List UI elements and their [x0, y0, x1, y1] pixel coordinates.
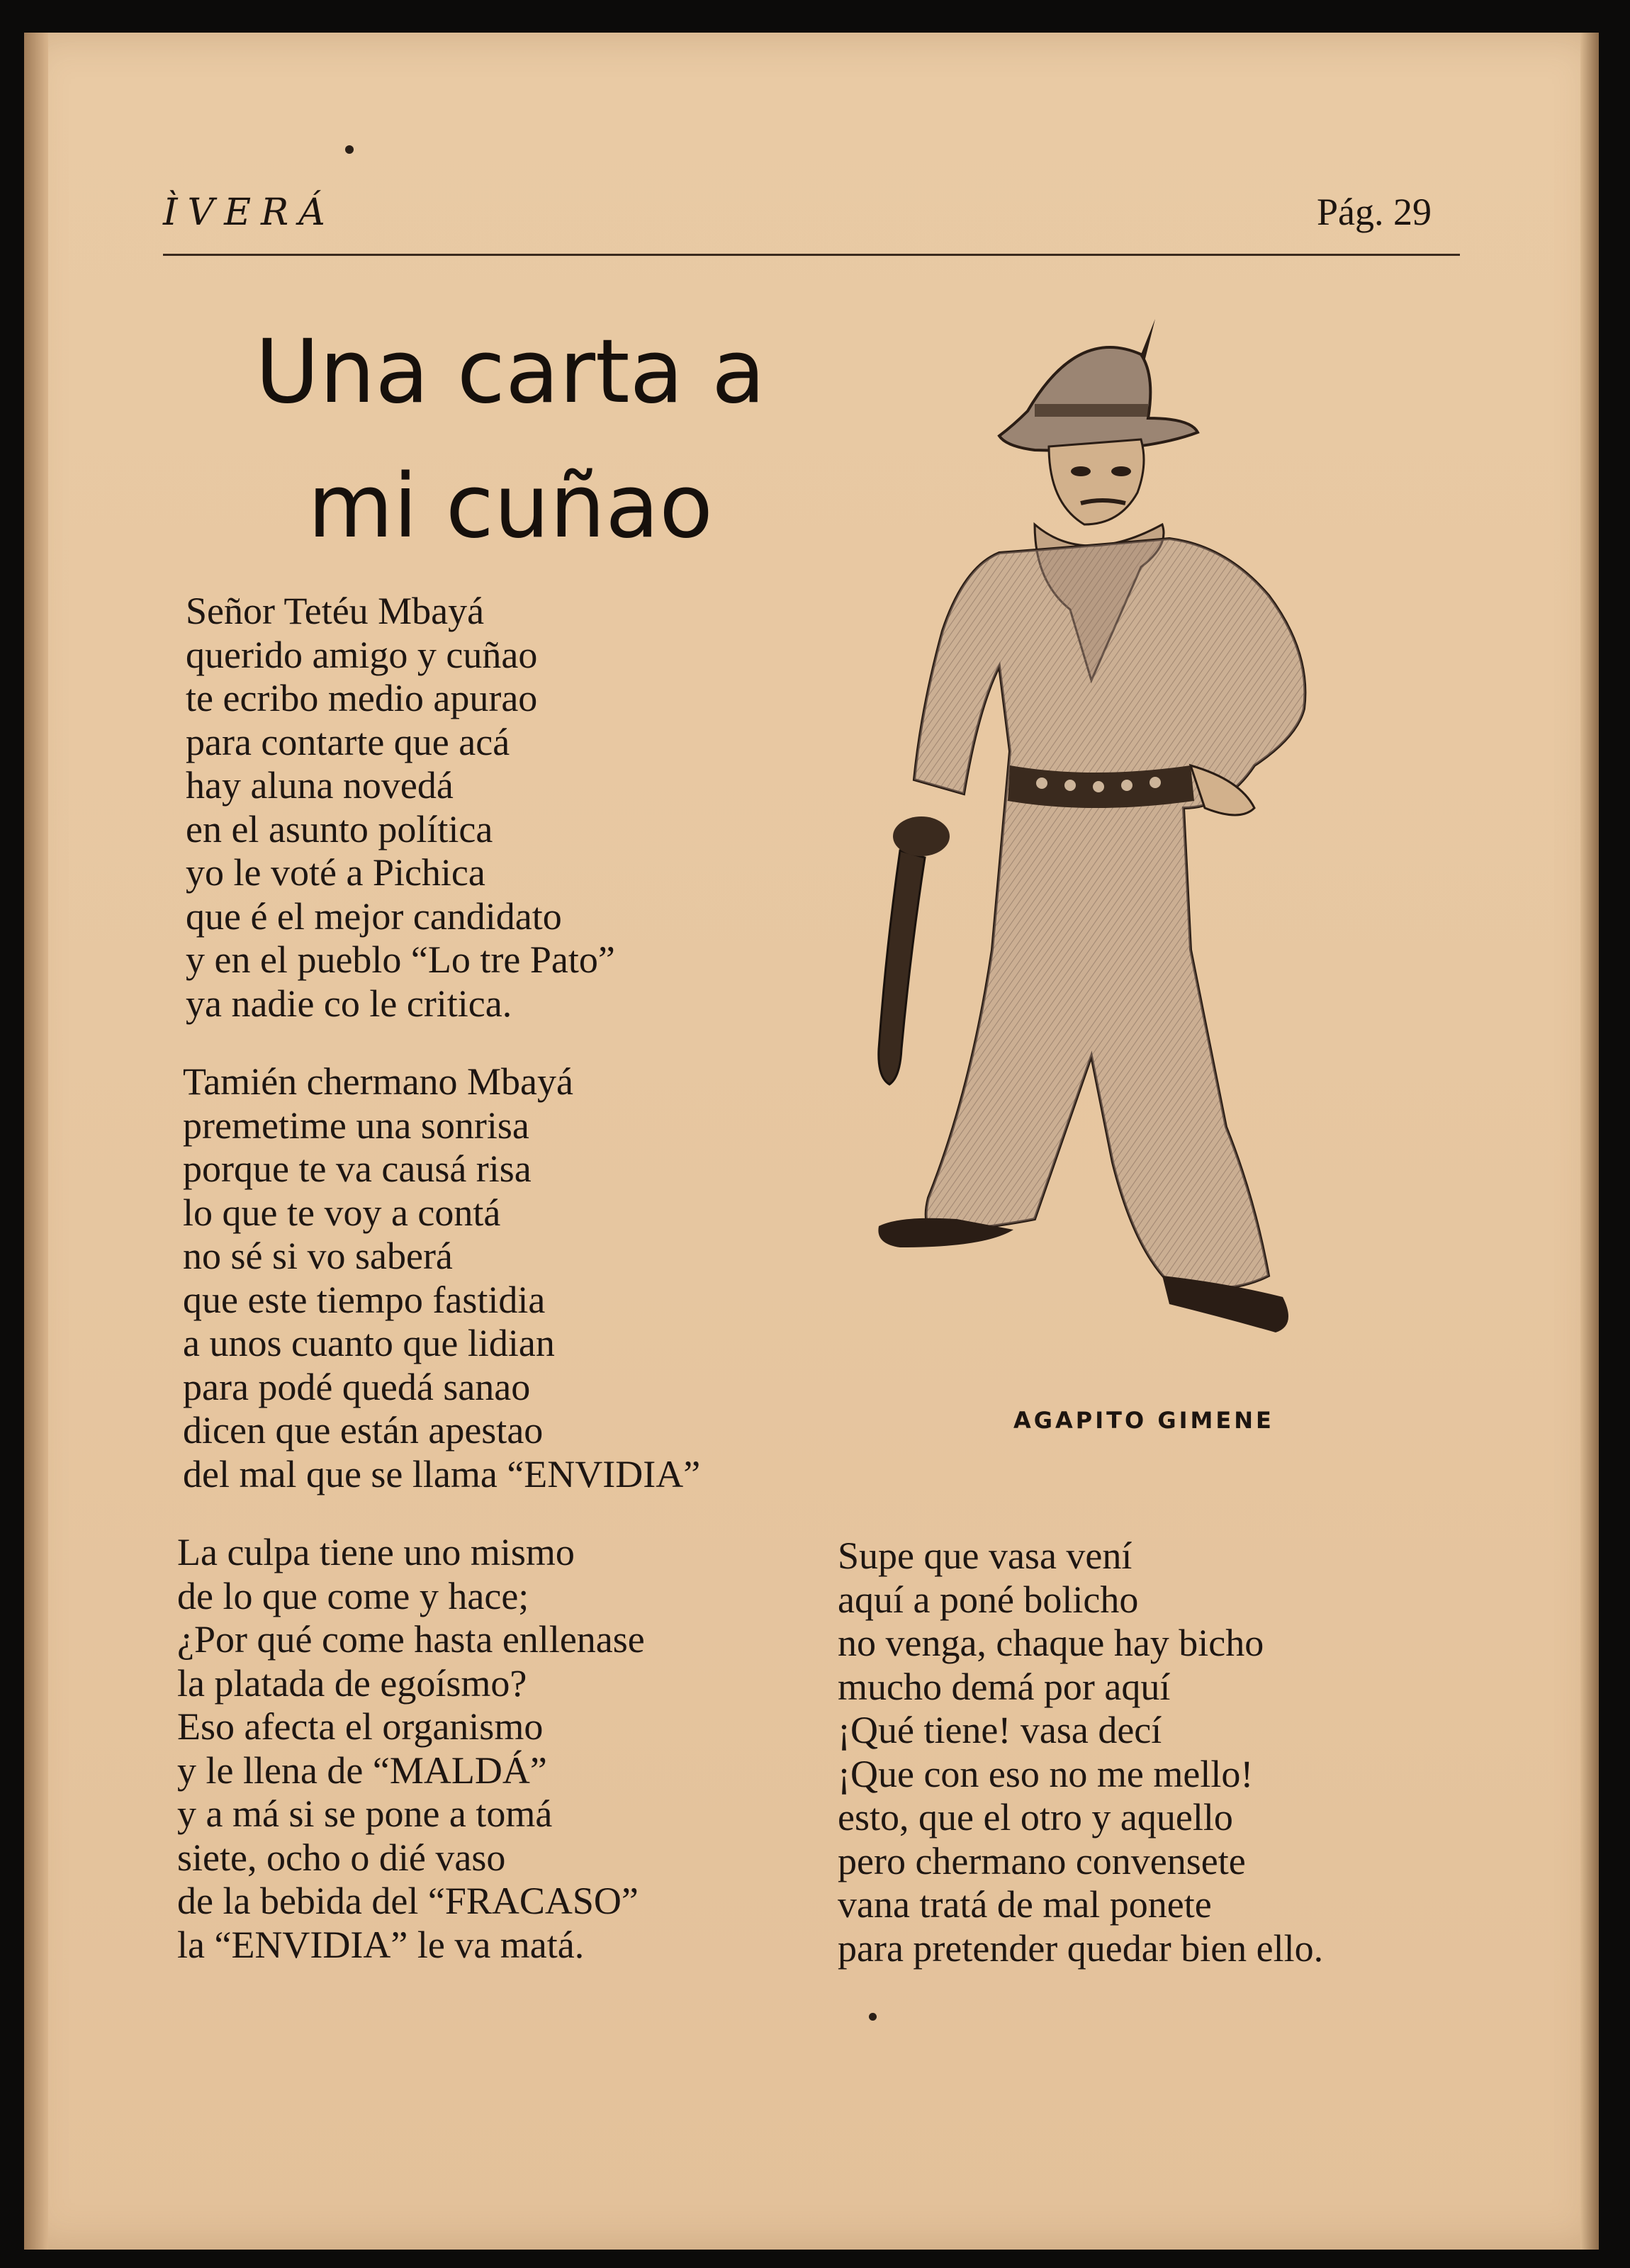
- verse-line: que é el mejor candidato: [186, 894, 562, 938]
- stanza-1: [186, 590, 615, 1026]
- magazine-title: ÌVERÁ: [163, 191, 335, 234]
- verse-line: dicen que están apestao: [183, 1409, 544, 1452]
- verse-line: para podé quedá sanao: [183, 1365, 531, 1408]
- stanza-3: [177, 1531, 645, 1967]
- verse-line: para contarte que acá: [186, 720, 510, 763]
- verse-line: esto, que el otro y aquello: [838, 1796, 1233, 1838]
- figure-caption: AGAPITO GIMENE: [1013, 1407, 1274, 1434]
- verse-line: ¿Por qué come hasta enllenase: [177, 1618, 645, 1661]
- page-number: Pág. 29: [1317, 191, 1432, 233]
- verse-line: mucho demá por aquí: [838, 1665, 1171, 1708]
- verse-line: Señor Tetéu Mbayá: [186, 590, 485, 632]
- page-edge: [1580, 33, 1599, 2250]
- verse-line: y en el pueblo “Lo tre Pato”: [186, 938, 615, 981]
- verse-line: querido amigo y cuñao: [186, 633, 538, 676]
- verse-line: y le llena de “MALDÁ”: [177, 1748, 547, 1792]
- verse-line: te ecribo medio apurao: [186, 677, 538, 719]
- verse-line: lo que te voy a contá: [183, 1191, 501, 1234]
- verse-line: de la bebida del “FRACASO”: [177, 1880, 639, 1922]
- verse-line: Tamién chermano Mbayá: [183, 1060, 573, 1103]
- verse-line: premetime una sonrisa: [183, 1104, 529, 1147]
- verse-line: yo le voté a Pichica: [186, 851, 485, 894]
- verse-line: pero chermano convensete: [838, 1839, 1246, 1882]
- verse-line: ¡Qué tiene! vasa decí: [838, 1709, 1162, 1751]
- verse-line: siete, ocho o dié vaso: [177, 1836, 506, 1879]
- verse-line: no venga, chaque hay bicho: [838, 1622, 1264, 1664]
- verse-line: hay aluna novedá: [186, 764, 454, 807]
- header-rule: [163, 254, 1460, 256]
- verse-line: ya nadie co le critica.: [186, 982, 512, 1025]
- verse-line: del mal que se llama “ENVIDIA”: [183, 1452, 701, 1495]
- page-header: [163, 163, 1453, 241]
- verse-line: Supe que vasa vení: [838, 1534, 1132, 1577]
- verse-line: y a má si se pone a tomá: [177, 1792, 553, 1835]
- verse-line: ¡Que con eso no me mello!: [838, 1752, 1254, 1795]
- verse-line: de lo que come y hace;: [177, 1574, 529, 1617]
- verse-line: vana tratá de mal ponete: [838, 1883, 1212, 1926]
- stanza-4: [838, 1534, 1323, 1970]
- article-title: [191, 305, 829, 574]
- page-gutter: [24, 33, 48, 2250]
- gaucho-illustration: [858, 312, 1389, 1375]
- verse-line: Eso afecta el organismo: [177, 1705, 544, 1748]
- verse-line: para pretender quedar bien ello.: [838, 1926, 1324, 1970]
- verse-line: que este tiempo fastidia: [183, 1278, 546, 1321]
- verse-line: porque te va causá risa: [183, 1147, 532, 1190]
- title-line-1: Una carta a: [255, 321, 765, 423]
- verse-line: a unos cuanto que lidian: [183, 1322, 555, 1364]
- print-speck: [869, 2013, 877, 2021]
- print-speck: [345, 145, 354, 154]
- title-line-2: mi cuñao: [308, 456, 713, 558]
- verse-line: La culpa tiene uno mismo: [177, 1531, 575, 1573]
- stanza-2: [183, 1060, 700, 1496]
- verse-line: aquí a poné bolicho: [838, 1578, 1139, 1621]
- verse-line: la platada de egoísmo?: [177, 1661, 527, 1705]
- verse-line: la “ENVIDIA” le va matá.: [177, 1923, 585, 1966]
- verse-line: no sé si vo saberá: [183, 1235, 453, 1277]
- verse-line: en el asunto política: [186, 807, 493, 850]
